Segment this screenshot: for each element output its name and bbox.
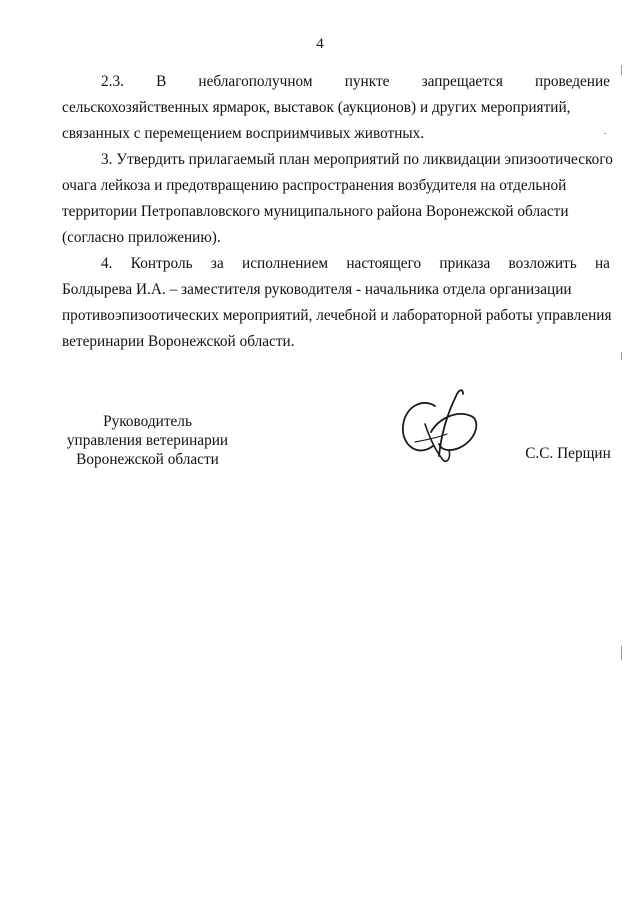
signatory-title-line-1: Руководитель [103, 413, 192, 430]
page-number: 4 [316, 36, 324, 52]
paragraph-3-line-2: очага лейкоза и предотвращению распространения возбудителя на отдельной [62, 177, 567, 194]
word: за [210, 255, 224, 272]
paragraph-4-line-1 [101, 254, 610, 274]
signatory-title [60, 412, 235, 469]
word: запрещается [421, 73, 503, 90]
word: В [156, 73, 167, 90]
paragraph-3-line-1: 3. Утвердить прилагаемый план мероприятий по ликвидации эпизоотического [101, 151, 613, 168]
word: неблагополучном [198, 73, 313, 90]
scan-mark [621, 65, 622, 75]
scan-mark [621, 352, 622, 360]
word: 2.3. [101, 73, 124, 90]
paragraph-2-3-line-2: сельскохозяйственных ярмарок, выставок (аукционов) и других мероприятий, [62, 99, 571, 116]
signatory-title-line-2: управления ветеринарии [66, 432, 229, 449]
scan-mark [604, 133, 606, 134]
word: исполнением [242, 255, 329, 272]
word: настоящего [346, 255, 422, 272]
word: пункте [344, 73, 390, 90]
word: 4. [101, 255, 113, 272]
paragraph-4-line-3: противоэпизоотических мероприятий, лечебной и лабораторной работы управления [62, 307, 612, 324]
scan-mark [621, 646, 622, 660]
paragraph-3-line-4: (согласно приложению). [62, 229, 221, 246]
paragraph-4-line-2: Болдырева И.А. – заместителя руководителя - начальника отдела организации [62, 281, 572, 298]
paragraph-2-3-line-3: связанных с перемещением восприимчивых животных. [62, 125, 425, 142]
word: на [594, 255, 610, 272]
paragraph-2-3-line-1 [101, 72, 610, 92]
word: возложить [508, 255, 577, 272]
word: приказа [439, 255, 491, 272]
word: проведение [535, 73, 610, 90]
word: Контроль [130, 255, 193, 272]
paragraph-4-line-4: ветеринарии Воронежской области. [62, 333, 295, 350]
signatory-title-line-3: Воронежской области [76, 451, 219, 468]
handwritten-signature [395, 384, 490, 469]
signatory-name: С.С. Перщин [525, 445, 611, 462]
paragraph-3-line-3: территории Петропавловского муниципального района Воронежской области [62, 203, 569, 220]
